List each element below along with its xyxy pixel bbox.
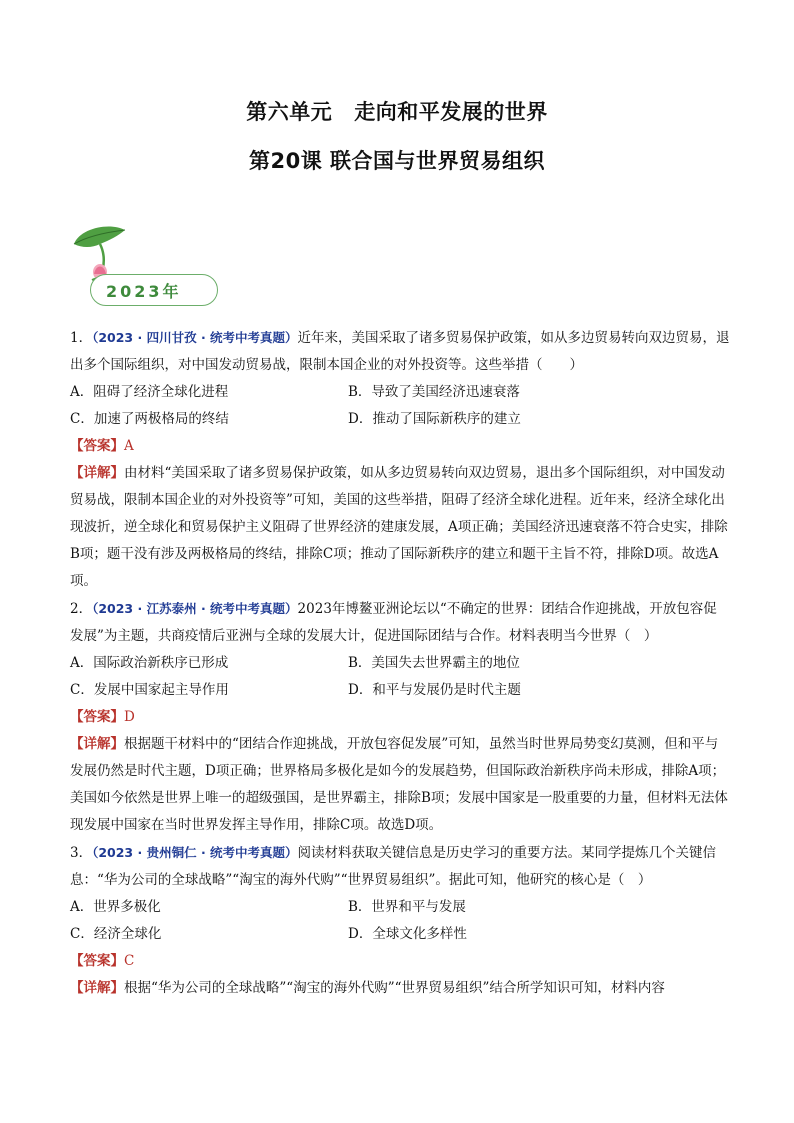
option-b: B．世界和平与发展 [348, 899, 466, 915]
unit-title [0, 96, 794, 126]
question-2 [70, 595, 730, 839]
year-badge [70, 222, 220, 312]
detail-text: 【详解】根据题干材料中的“团结合作迎挑战，开放包容促发展”可知，虽然当时世界局势变幻莫测，但和平与发展仍然是时代主题，D项正确；世界格局多极化是如今的发展趋势，但国际政治新秩序尚未形成，排除A项；美国如今依然是世界上唯一的超级强国，是世界霸主，排除B项；发展中国家是一股重要的力量，但材料无法体现发展中国家在当时世界发挥主导作用，排除C项。故选D项。 [70, 736, 728, 833]
question-source: （2023 · 江苏泰州 · 统考中考真题） [92, 601, 298, 616]
unit-name: 走向和平发展的世界 [354, 100, 548, 124]
question-3 [70, 839, 730, 1002]
year-label: 2023年 [106, 282, 182, 301]
detail-text: 【详解】由材料“美国采取了诸多贸易保护政策，如从多边贸易转向双边贸易，退出多个国际组织，对中国发动贸易战，限制本国企业的对外投资等”可知，美国的这些举措，阻碍了经济全球化进程。近年来，经济全球化出现波折，逆全球化和贸易保护主义阻碍了世界经济的建康发展，A项正确；美国经济迅速衰落不符合史实，排除B项；题干没有涉及两极格局的终结，排除C项；推动了国际新秩序的建立和题干主旨不符，排除D项。故选A项。 [70, 465, 728, 589]
option-a: A．阻碍了经济全球化进程 [70, 384, 229, 400]
question-stem: 3．（2023 · 贵州铜仁 · 统考中考真题）阅读材料获取关键信息是历史学习的重要方法。某同学提炼几个关键信息：“华为公司的全球战略”“淘宝的海外代购”“世界贸易组织”。据此可知，他研究的核心是（ ） [70, 845, 717, 888]
option-c: C．发展中国家起主导作用 [70, 682, 229, 698]
question-1 [70, 324, 730, 595]
question-source: （2023 · 贵州铜仁 · 统考中考真题） [92, 845, 298, 860]
option-d: D．推动了国际新秩序的建立 [348, 411, 521, 427]
option-c: C．加速了两极格局的终结 [70, 411, 229, 427]
question-options [70, 379, 730, 433]
option-b: B．导致了美国经济迅速衰落 [348, 384, 520, 400]
answer-value: C [124, 953, 135, 969]
question-stem: 2．（2023 · 江苏泰州 · 统考中考真题）2023年博鳌亚洲论坛以“不确定的世界：团结合作迎挑战，开放包容促发展”为主题，共商疫情后亚洲与全球的发展大计，促进国际团结与合作。材料表明当今世界（ ） [70, 601, 717, 644]
lesson-title: 第20课 联合国与世界贸易组织 [248, 149, 546, 173]
answer-value: D [124, 709, 135, 725]
option-a: A．世界多极化 [70, 899, 161, 915]
answer-line: 【答案】C [70, 953, 135, 969]
answer-value: A [124, 438, 134, 454]
option-a: A．国际政治新秩序已形成 [70, 655, 229, 671]
option-c: C．经济全球化 [70, 926, 162, 942]
option-b: B．美国失去世界霸主的地位 [348, 655, 520, 671]
unit-number: 第六单元 [246, 100, 333, 124]
question-stem: 1．（2023 · 四川甘孜 · 统考中考真题）近年来，美国采取了诸多贸易保护政策，如从多边贸易转向双边贸易，退出多个国际组织，对中国发动贸易战，限制本国企业的对外投资等。这些举措（ ） [70, 330, 730, 373]
detail-text: 【详解】根据“华为公司的全球战略”“淘宝的海外代购”“世界贸易组织”结合所学知识可知，材料内容 [70, 980, 665, 996]
answer-line: 【答案】D [70, 709, 135, 725]
question-source: （2023 · 四川甘孜 · 统考中考真题） [92, 330, 298, 345]
option-d: D．全球文化多样性 [348, 926, 467, 942]
question-options [70, 894, 730, 948]
answer-line: 【答案】A [70, 438, 134, 454]
option-d: D．和平与发展仍是时代主题 [348, 682, 521, 698]
question-list [70, 324, 730, 1002]
question-options [70, 650, 730, 704]
